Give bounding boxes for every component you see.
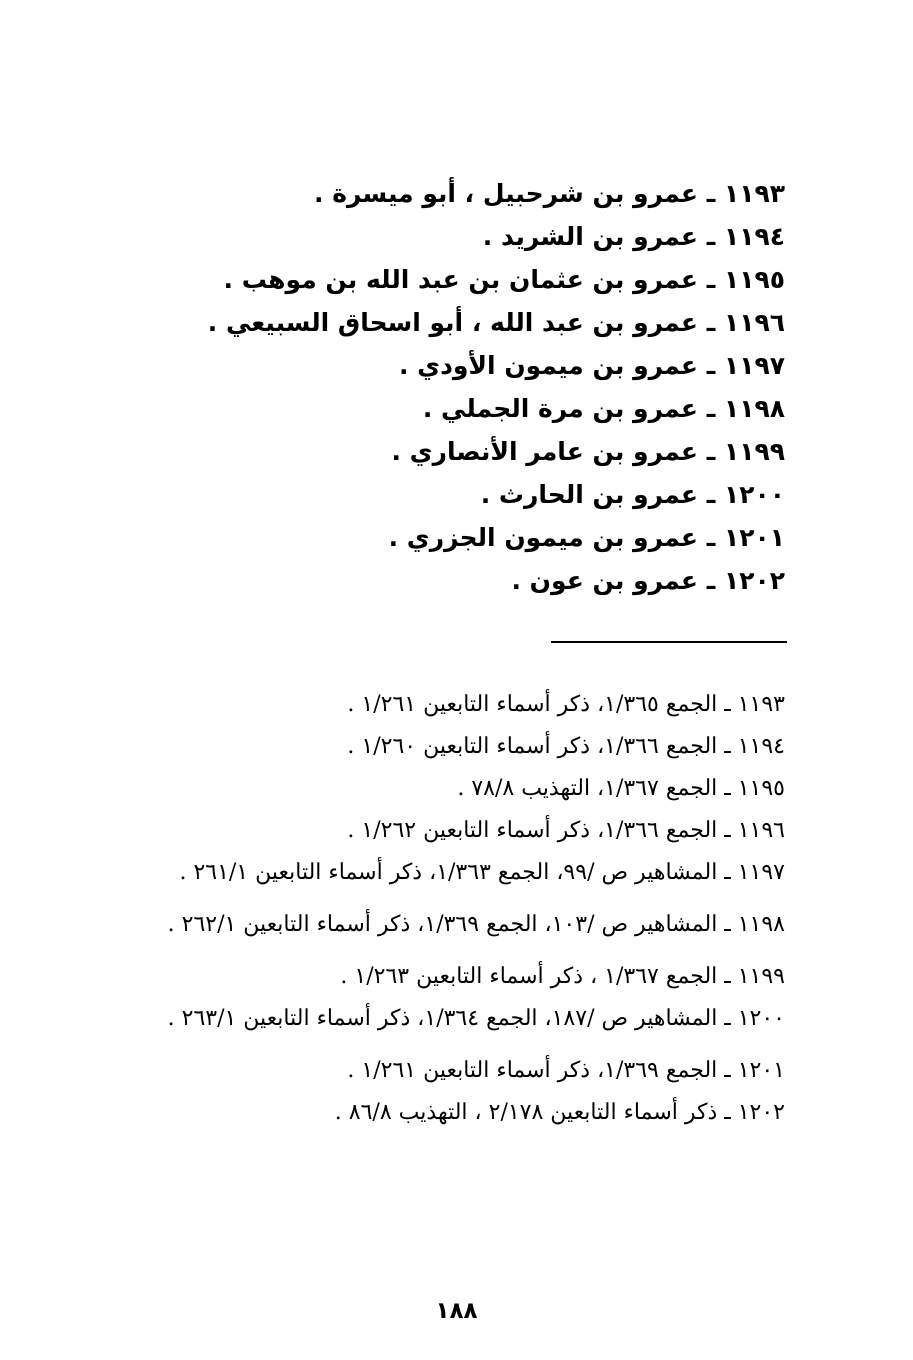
page-number: ١٨٨	[435, 1298, 478, 1324]
footnote-1200: ١٢٠٠ ـ المشاهير ص /١٨٧، الجمع ١/٣٦٤، ذكر أسماء التابعين ٢٦٣/١ .	[167, 1006, 785, 1031]
footnote-1202: ١٢٠٢ ـ ذكر أسماء التابعين ٢/١٧٨ ، التهذيب ٨٦/٨ .	[334, 1100, 785, 1125]
entry-1202: ١٢٠٢ ـ عمرو بن عون .	[511, 566, 785, 595]
footnote-1198: ١١٩٨ ـ المشاهير ص /١٠٣، الجمع ١/٣٦٩، ذكر أسماء التابعين ٢٦٢/١ .	[167, 912, 785, 937]
entry-1194: ١١٩٤ ـ عمرو بن الشريد .	[482, 222, 785, 251]
footnote-1196: ١١٩٦ ـ الجمع ١/٣٦٦، ذكر أسماء التابعين ١/٢٦٢ .	[347, 818, 785, 843]
footnote-1195: ١١٩٥ ـ الجمع ١/٣٦٧، التهذيب ٧٨/٨ .	[457, 776, 785, 801]
entries-list	[165, 172, 785, 602]
footnote-divider	[551, 641, 787, 643]
footnotes-list	[95, 684, 785, 1134]
entry-1199: ١١٩٩ ـ عمرو بن عامر الأنصاري .	[391, 437, 785, 466]
entry-1200: ١٢٠٠ ـ عمرو بن الحارث .	[480, 480, 785, 509]
entry-1193: ١١٩٣ ـ عمرو بن شرحبيل ، أبو ميسرة .	[314, 179, 785, 208]
entry-1196: ١١٩٦ ـ عمرو بن عبد الله ، أبو اسحاق السبيعي .	[207, 308, 785, 337]
footnote-1193: ١١٩٣ ـ الجمع ١/٣٦٥، ذكر أسماء التابعين ١/٢٦١ .	[347, 692, 785, 717]
entry-1198: ١١٩٨ ـ عمرو بن مرة الجملي .	[422, 394, 785, 423]
entry-1197: ١١٩٧ ـ عمرو بن ميمون الأودي .	[398, 351, 785, 380]
footnote-1197: ١١٩٧ ـ المشاهير ص /٩٩، الجمع ١/٣٦٣، ذكر أسماء التابعين ٢٦١/١ .	[179, 860, 785, 885]
entry-1195: ١١٩٥ ـ عمرو بن عثمان بن عبد الله بن موهب .	[223, 265, 785, 294]
footnote-1199: ١١٩٩ ـ الجمع ١/٣٦٧ ، ذكر أسماء التابعين ١/٢٦٣ .	[340, 964, 785, 989]
footnote-1201: ١٢٠١ ـ الجمع ١/٣٦٩، ذكر أسماء التابعين ١/٢٦١ .	[347, 1058, 785, 1083]
entry-1201: ١٢٠١ ـ عمرو بن ميمون الجزري .	[388, 523, 785, 552]
footnote-1194: ١١٩٤ ـ الجمع ١/٣٦٦، ذكر أسماء التابعين ١/٢٦٠ .	[347, 734, 785, 759]
